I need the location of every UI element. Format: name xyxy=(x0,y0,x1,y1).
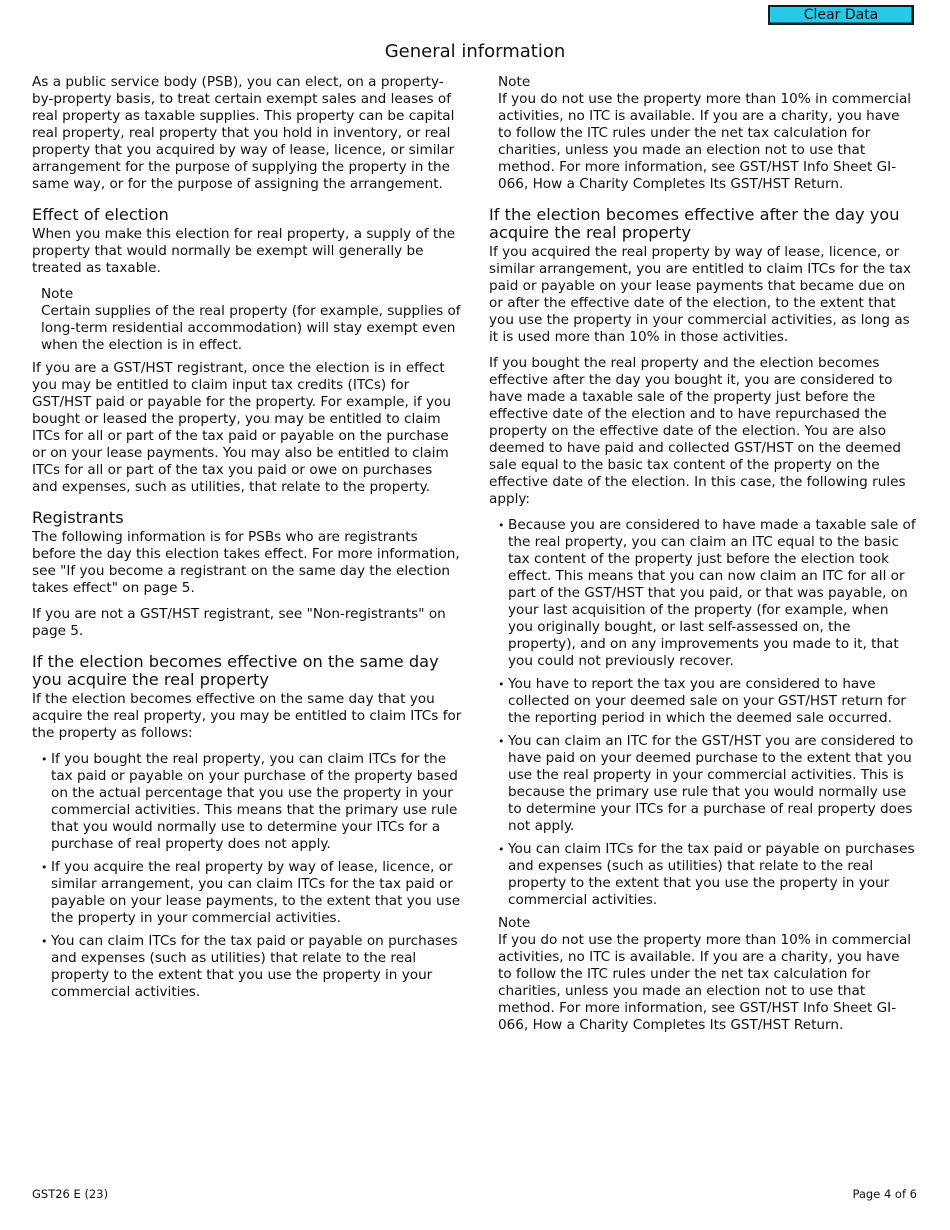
note-commercial-use-2 xyxy=(498,915,917,1034)
form-identifier: GST26 E (23) xyxy=(32,1187,109,1201)
registrants-heading: Registrants xyxy=(32,508,124,527)
effect-paragraph-2: If you are a GST/HST registrant, once the election is in effect you may be entitled to claim input tax credits (ITCs) for GST/HST paid or payable for the property. For example, if you bought or leased the property, you may be entitled to claim ITCs for all or part of the tax paid or payable on the purchase or on your lease payments. You may also be entitled to claim ITCs for all or part of the tax you paid or owe on purchases and expenses, such as utilities, that relate to the property. xyxy=(32,360,451,495)
note-exempt-supplies xyxy=(41,286,462,354)
note-commercial-use-1 xyxy=(498,74,917,193)
after-day-heading: If the election becomes effective after the day you acquire the real property xyxy=(489,205,900,242)
same-day-paragraph: If the election becomes effective on the same day that you acquire the real property, you may be entitled to claim ITCs for the property as follows: xyxy=(32,691,462,741)
list-item: • You can claim ITCs for the tax paid or payable on purchases and expenses (such as utilities) that relate to the real property to the extent that you use the property in your commercial activities. xyxy=(489,841,917,909)
effect-paragraph-1: When you make this election for real property, a supply of the property that would normally be exempt will generally be treated as taxable. xyxy=(32,226,456,276)
list-item: • If you acquire the real property by way of lease, licence, or similar arrangement, you can claim ITCs for the tax paid or payable on your lease payments, to the extent that you use the property in your commercial activities. xyxy=(32,859,462,927)
page-number: Page 4 of 6 xyxy=(852,1187,917,1201)
registrants-paragraph-2: If you are not a GST/HST registrant, see "Non-registrants" on page 5. xyxy=(32,606,446,639)
note-title: Note xyxy=(41,286,74,302)
same-day-heading: If the election becomes effective on the same day you acquire the real property xyxy=(32,652,439,689)
after-day-paragraph-1: If you acquired the real property by way of lease, licence, or similar arrangement, you are entitled to claim ITCs for the tax paid or payable on your lease payments that became due on or after the effective date of the election, to the extent that you use the property in your commercial activities, as long as it is used more than 10% in those activities. xyxy=(489,244,912,345)
intro-paragraph: As a public service body (PSB), you can elect, on a property-by-property basis, to treat certain exempt sales and leases of real property as taxable supplies. This property can be capital real property, real property that you hold in inventory, or real property that you acquired by way of lease, licence, or similar arrangement for the purpose of supplying the property in the same way, or for the purpose of assigning the arrangement. xyxy=(32,74,455,192)
registrants-paragraph-1: The following information is for PSBs who are registrants before the day this election takes effect. For more information, see "If you become a registrant on the same day the election takes effect" on page 5. xyxy=(32,529,460,596)
right-column xyxy=(489,74,917,1040)
effect-of-election-heading: Effect of election xyxy=(32,205,169,224)
note-text: If you do not use the property more than 10% in commercial activities, no ITC is available. If you are a charity, you have to follow the ITC rules under the net tax calculation for charities, unless you made an election not to use that method. For more information, see GST/HST Info Sheet GI-066, How a Charity Completes Its GST/HST Return. xyxy=(498,91,912,192)
same-day-bullet-list xyxy=(32,751,462,1001)
list-item: • You have to report the tax you are considered to have collected on your deemed sale on your GST/HST return for the reporting period in which the deemed sale occurred. xyxy=(489,676,917,727)
after-day-paragraph-2: If you bought the real property and the election becomes effective after the day you bought it, you are considered to have made a taxable sale of the property just before the effective date of the election and to have repurchased the property on the effective date of the election. You are also deemed to have paid and collected GST/HST on the deemed sale equal to the basic tax content of the property on the effective date of the election. In this case, the following rules apply: xyxy=(489,355,906,507)
list-item: • You can claim an ITC for the GST/HST you are considered to have paid on your deemed purchase to the extent that you use the real property in your commercial activities. This is because the primary use rule that you would normally use to determine your ITCs for a purchase of real property does not apply. xyxy=(489,733,917,835)
list-item: • Because you are considered to have made a taxable sale of the real property, you can claim an ITC equal to the basic tax content of the property just before the election took effect. This means that you can now claim an ITC for all or part of the GST/HST that you paid, or that was payable, on your last acquisition of the property (for example, when you originally bought, or last self-assessed on, the property), and on any improvements you made to it, that you could not previously recover. xyxy=(489,517,917,670)
note-title: Note xyxy=(498,915,531,931)
note-text: Certain supplies of the real property (for example, supplies of long-term residential accommodation) will stay exempt even when the election is in effect. xyxy=(41,303,461,353)
list-item: • You can claim ITCs for the tax paid or payable on purchases and expenses (such as utilities) that relate to the real property to the extent that you use the property in your commercial activities. xyxy=(32,933,462,1001)
after-day-bullet-list xyxy=(489,517,917,909)
list-item: • If you bought the real property, you can claim ITCs for the tax paid or payable on your purchase of the property based on the actual percentage that you use the property in your commercial activities. This means that the primary use rule that you would normally use to determine your ITCs for a purchase of real property does not apply. xyxy=(32,751,462,853)
page-title: General information xyxy=(384,41,566,62)
left-column xyxy=(32,74,462,1007)
note-text: If you do not use the property more than 10% in commercial activities, no ITC is available. If you are a charity, you have to follow the ITC rules under the net tax calculation for charities, unless you made an election not to use that method. For more information, see GST/HST Info Sheet GI-066, How a Charity Completes Its GST/HST Return. xyxy=(498,932,912,1033)
clear-data-button[interactable]: Clear Data xyxy=(768,5,914,25)
note-title: Note xyxy=(498,74,531,90)
